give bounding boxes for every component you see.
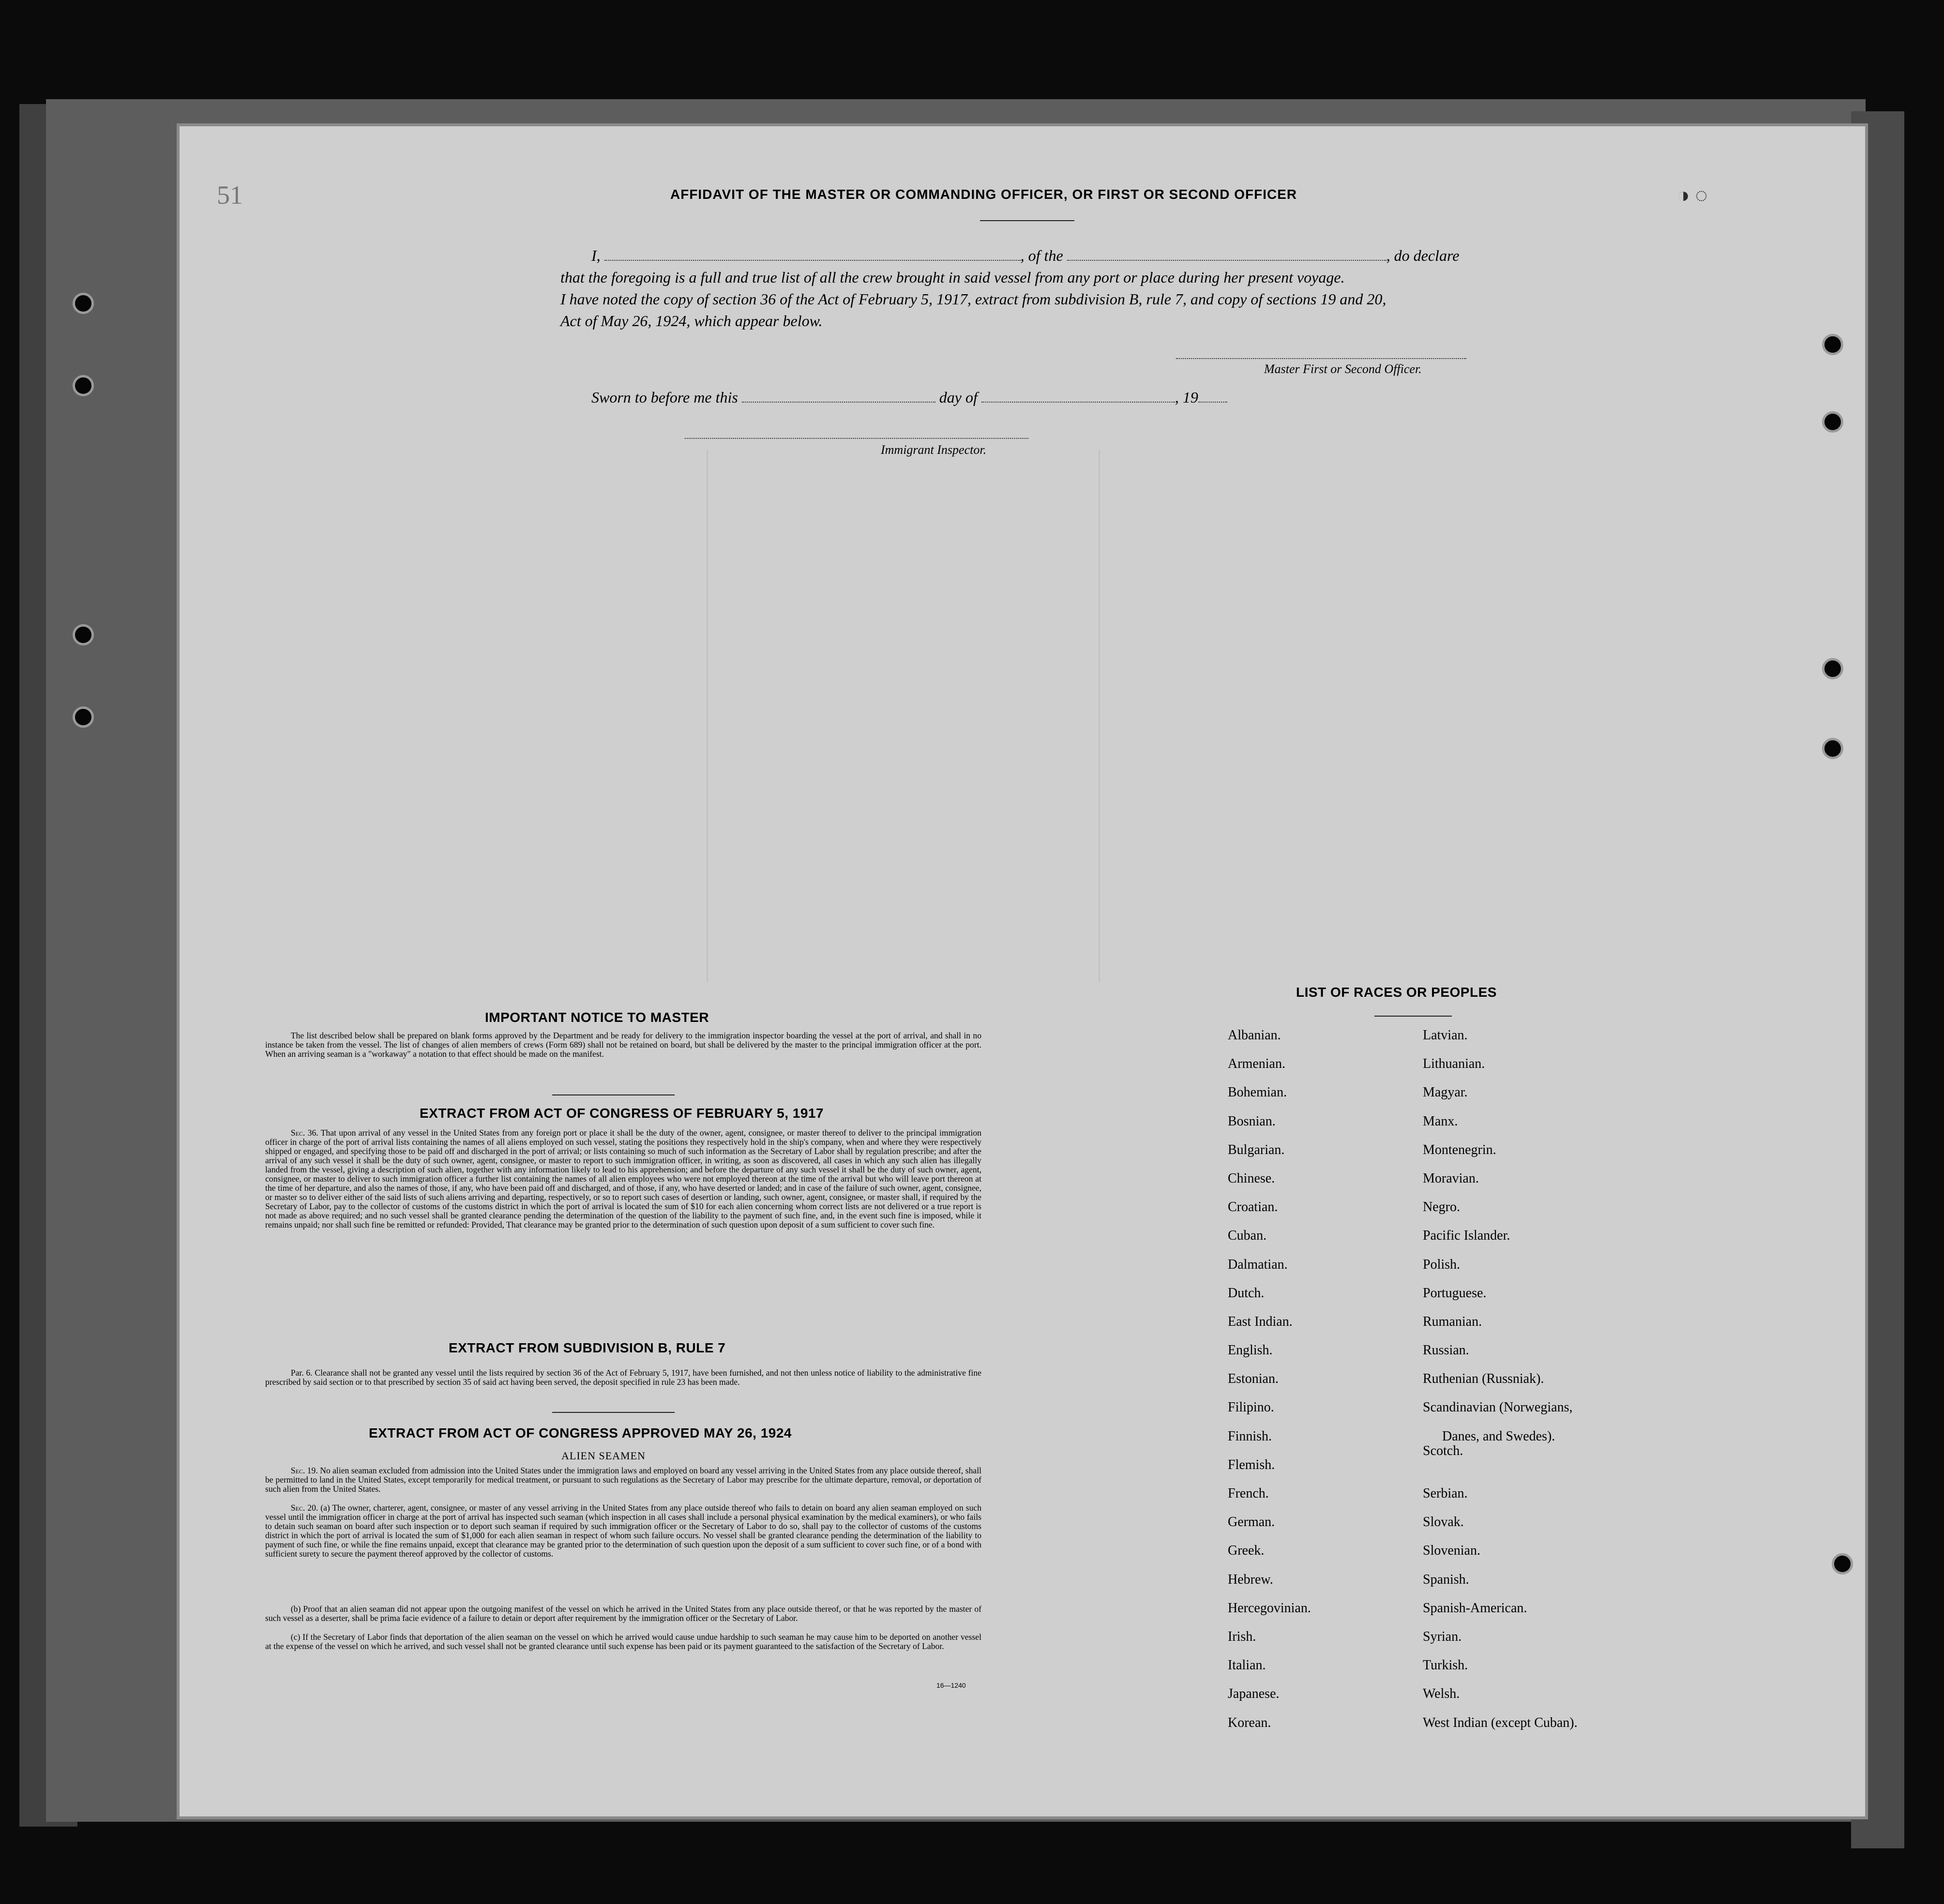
sworn-day-of: day of (939, 389, 978, 406)
races-left-column (1228, 1028, 1311, 1744)
race-item: Slovak. (1423, 1514, 1464, 1530)
inspector-signature-blank (685, 438, 1028, 439)
race-item: Slovenian. (1423, 1543, 1480, 1559)
inspector-signature-label: Immigrant Inspector. (881, 443, 987, 457)
extract-1917-text (265, 1128, 981, 1229)
race-item: Croatian. (1228, 1199, 1278, 1215)
sec-19-body: No alien seaman excluded from admission into the United States under the immigration laws and employed on board any vessel arriving in the United States from any place outside thereof, shall be permitted to land in the United States, except temporarily for medical treatment, or pursuant to such regulations as the Secretary of Labor may prescribe for the ultimate departure, removal, or deportation of such alien from the United States. (265, 1466, 981, 1494)
punch-hole (1832, 1553, 1853, 1574)
race-item: Spanish. (1423, 1572, 1469, 1587)
race-item: Flemish. (1228, 1457, 1275, 1472)
vessel-blank (1067, 248, 1386, 261)
sworn-year-blank (1198, 390, 1227, 403)
race-item: Albanian. (1228, 1028, 1281, 1043)
race-item: Bulgarian. (1228, 1142, 1285, 1157)
race-item: West Indian (except Cuban). (1423, 1715, 1578, 1730)
race-item: Italian. (1228, 1658, 1266, 1673)
sworn-day-blank (742, 390, 935, 403)
races-right-column (1423, 1028, 1578, 1744)
race-item: Korean. (1228, 1715, 1271, 1730)
races-rule (1374, 1016, 1452, 1017)
punch-hole (1822, 411, 1843, 433)
sworn-text: Sworn to before me this (591, 389, 738, 406)
sec-20b-text: (b) Proof that an alien seaman did not appear upon the outgoing manifest of the vessel on which he arrived in the United States from any place outside thereof, or that he was reported by the master of such vessel as a deserter, shall be prima facie evidence of a failure to detain or deport after requirement by the immigration officer or the Secretary of Labor. (265, 1604, 981, 1623)
race-item: Negro. (1423, 1199, 1460, 1215)
punch-hole (73, 293, 94, 314)
declaration-line-3: I have noted the copy of section 36 of the Act of February 5, 1917, extract from subdivision B, rule 7, and copy of sections 19 and 20, (560, 290, 1386, 308)
rule7-rule (552, 1412, 675, 1413)
race-item: Dutch. (1228, 1285, 1265, 1301)
rule7-text: Par. 6. Clearance shall not be granted any vessel until the lists required by section 36 of the Act of February 5, 1917, have been furnished, and not then unless notice of liability to the administrative fine prescribed by said section or to that prescribed by section 35 of said act having been served, the deposit specified in rule 23 has been made. (265, 1368, 981, 1387)
notice-rule (552, 1094, 675, 1095)
race-item: Lithuanian. (1423, 1056, 1485, 1072)
sworn-year: , 19 (1175, 389, 1198, 406)
punch-hole (73, 706, 94, 728)
declaration-line-2: that the foregoing is a full and true list of all the crew brought in said vessel from any port or place during her present voyage. (560, 269, 1345, 286)
race-item: French. (1228, 1486, 1269, 1501)
race-item: Dalmatian. (1228, 1257, 1288, 1272)
race-item: Armenian. (1228, 1056, 1285, 1072)
race-item: Chinese. (1228, 1170, 1275, 1186)
race-item: Moravian. (1423, 1170, 1479, 1186)
sec-19-label: Sec. 19. (290, 1466, 318, 1475)
race-item: Spanish-American. (1423, 1600, 1527, 1616)
punch-hole (1822, 738, 1843, 759)
race-item: Russian. (1423, 1343, 1469, 1358)
race-item: Magyar. (1423, 1085, 1468, 1100)
master-signature-label: Master First or Second Officer. (1264, 362, 1422, 376)
punch-hole (1822, 334, 1843, 355)
race-item: Scandinavian (Norwegians, (1423, 1400, 1573, 1415)
sec-20a-body: (a) The owner, charterer, agent, consignee, or master of any vessel arriving in the United States from any place outside thereof who fails to detain on board any alien seaman employed on such vessel until the immigration officer in charge at the port of arrival has inspected such seaman (which inspection in all cases shall include a personal physical examination by the medical examiners), or who fails to detain such seaman on board after such inspection or to deport such seaman if required by such immigration officer or the Secretary of Labor to do so, shall pay to the collector of customs of the customs district in which the port of arrival is located the sum of $1,000 for each alien seaman in respect of whom such failure occurs. No vessel shall be granted clearance pending the determination of the liability to payment of such fine, or while the fine remains unpaid, except that clearance may be granted prior to the determination of such question upon the deposit of a sum sufficient to cover such fine, or of a bond with sufficient surety to secure the payment thereof approved by the collector of customs. (265, 1503, 981, 1559)
sec-20-label: Sec. 20. (290, 1503, 318, 1513)
corner-number: 51 (217, 180, 243, 210)
form-number: 16—1240 (936, 1681, 966, 1689)
sec-36-label: Sec. 36. (290, 1128, 318, 1138)
race-item: Hebrew. (1228, 1572, 1273, 1587)
extract-1917-title: EXTRACT FROM ACT OF CONGRESS OF FEBRUARY 5, 1917 (420, 1106, 824, 1121)
notice-text: The list described below shall be prepared on blank forms approved by the Department and be ready for delivery to the immigration inspector boarding the vessel at the port of arrival, and shall in no instance be taken from the vessel. The list of changes of alien members of crews (Form 689) shall not be retained on board, but shall be delivered by the master to the principal immigration officer at the port. When an arriving seaman is a "workaway" a notation to that effect should be made on the manifest. (265, 1031, 981, 1059)
race-item: German. (1228, 1514, 1275, 1530)
race-item: Bohemian. (1228, 1085, 1287, 1100)
punch-hole (73, 375, 94, 396)
declaration-i: I, (591, 247, 601, 264)
race-item: Finnish. (1228, 1428, 1272, 1444)
race-item: Syrian. (1423, 1629, 1462, 1644)
rule7-title: EXTRACT FROM SUBDIVISION B, RULE 7 (449, 1340, 726, 1355)
document-page (177, 123, 1868, 1819)
notice-title: IMPORTANT NOTICE TO MASTER (485, 1010, 709, 1025)
race-item: East Indian. (1228, 1314, 1293, 1329)
race-item: Turkish. (1423, 1658, 1468, 1673)
race-item: Irish. (1228, 1629, 1256, 1644)
sec-20a-text (265, 1503, 981, 1559)
corner-marks: ◑ ◌ (1677, 183, 1708, 207)
name-blank (604, 248, 1021, 261)
race-item: Scotch. (1423, 1443, 1463, 1458)
affidavit-title: AFFIDAVIT OF THE MASTER OR COMMANDING OFFICER, OR FIRST OR SECOND OFFICER (670, 187, 1297, 202)
title-rule (980, 220, 1074, 221)
race-item: Estonian. (1228, 1371, 1279, 1387)
punch-hole (1822, 658, 1843, 679)
race-item: Japanese. (1228, 1686, 1280, 1702)
declaration-line-4: Act of May 26, 1924, which appear below. (560, 312, 823, 330)
races-title: LIST OF RACES OR PEOPLES (1296, 985, 1497, 1000)
race-item: Welsh. (1423, 1686, 1460, 1702)
race-item: Cuban. (1228, 1228, 1267, 1244)
race-item: Bosnian. (1228, 1113, 1276, 1129)
race-item: Manx. (1423, 1113, 1458, 1129)
sworn-line (591, 389, 1227, 406)
race-item: Filipino. (1228, 1400, 1274, 1415)
master-signature-blank (1176, 358, 1466, 359)
sworn-month-blank (981, 390, 1175, 403)
race-item: Montenegrin. (1423, 1142, 1496, 1157)
race-item: Serbian. (1423, 1486, 1468, 1501)
race-item: Polish. (1423, 1257, 1461, 1272)
declaration-of-the: , of the (1020, 247, 1063, 264)
race-item: Greek. (1228, 1543, 1265, 1559)
sec-20c-text: (c) If the Secretary of Labor finds that deportation of the alien seaman on the vessel on which he arrived would cause undue hardship to such seaman he may cause him to be deported on another vessel at the expense of the vessel on which he arrived, and such vessel shall not be granted clearance until such expense has been paid or its payment guaranteed to the satisfaction of the Secretary of Labor. (265, 1632, 981, 1651)
race-item: Danes, and Swedes). (1442, 1428, 1555, 1444)
punch-hole (73, 624, 94, 645)
race-item: Rumanian. (1423, 1314, 1482, 1329)
race-item: English. (1228, 1343, 1273, 1358)
sec-36-body: That upon arrival of any vessel in the United States from any foreign port or place it shall be the duty of the owner, agent, consignee, or master thereof to deliver to the principal immigration officer in charge of the port of arrival lists containing the names of all aliens employed on such vessel, stating the positions they respectively hold in the ship's company, when and where they were respectively shipped or engaged, and specifying those to be paid off and discharged in the port of arrival; or lists containing so much of such information as the Secretary of Labor shall by regulation prescribe; and after the arrival of any such vessel it shall be the duty of such owner, agent, consignee, or master to report to such immigration officer, in writing, as soon as discovered, all cases in which any such alien has illegally landed from the vessel, giving a description of such alien, together with any information likely to lead to his apprehension; and before the departure of any such vessel it shall be the duty of such owner, agent, consignee, or master to deliver to such immigration officer a further list containing the names of all alien employees who were not employed thereon at the time of the arrival but who will leave port thereon at the time of her departure, and also the names of those, if any, who have been paid off and discharged, and of those, if any, who have deserted or landed; and in case of the failure of such owner, agent, consignee, or master so to deliver either of the said lists of such aliens arriving and departing, respectively, or so to report such cases of desertion or landing, such owner, agent, consignee, or master shall, if required by the Secretary of Labor, pay to the collector of customs of the customs district in which the port of arrival is located the sum of $10 for each alien concerning whom correct lists are not delivered or a true report is not made as above required; and no such vessel shall be granted clearance pending the determination of the question of the liability to the payment of such fine, and, in the event such fine is imposed, while it remains unpaid; nor shall such fine be remitted or refunded: Provided, That clearance may be granted prior to the determination of such question upon deposit of a sum sufficient to cover such fine. (265, 1128, 981, 1229)
alien-seamen-subtitle: ALIEN SEAMEN (561, 1450, 646, 1462)
race-item: Hercegovinian. (1228, 1600, 1311, 1616)
declaration-do-declare: , do declare (1386, 247, 1460, 264)
extract-1924-title: EXTRACT FROM ACT OF CONGRESS APPROVED MAY 26, 1924 (369, 1425, 792, 1440)
race-item: Portuguese. (1423, 1285, 1487, 1301)
declaration-line-1 (591, 247, 1459, 265)
race-item: Pacific Islander. (1423, 1228, 1510, 1244)
race-item: Latvian. (1423, 1028, 1468, 1043)
race-item: Ruthenian (Russniak). (1423, 1371, 1544, 1387)
sec-19-text (265, 1466, 981, 1494)
